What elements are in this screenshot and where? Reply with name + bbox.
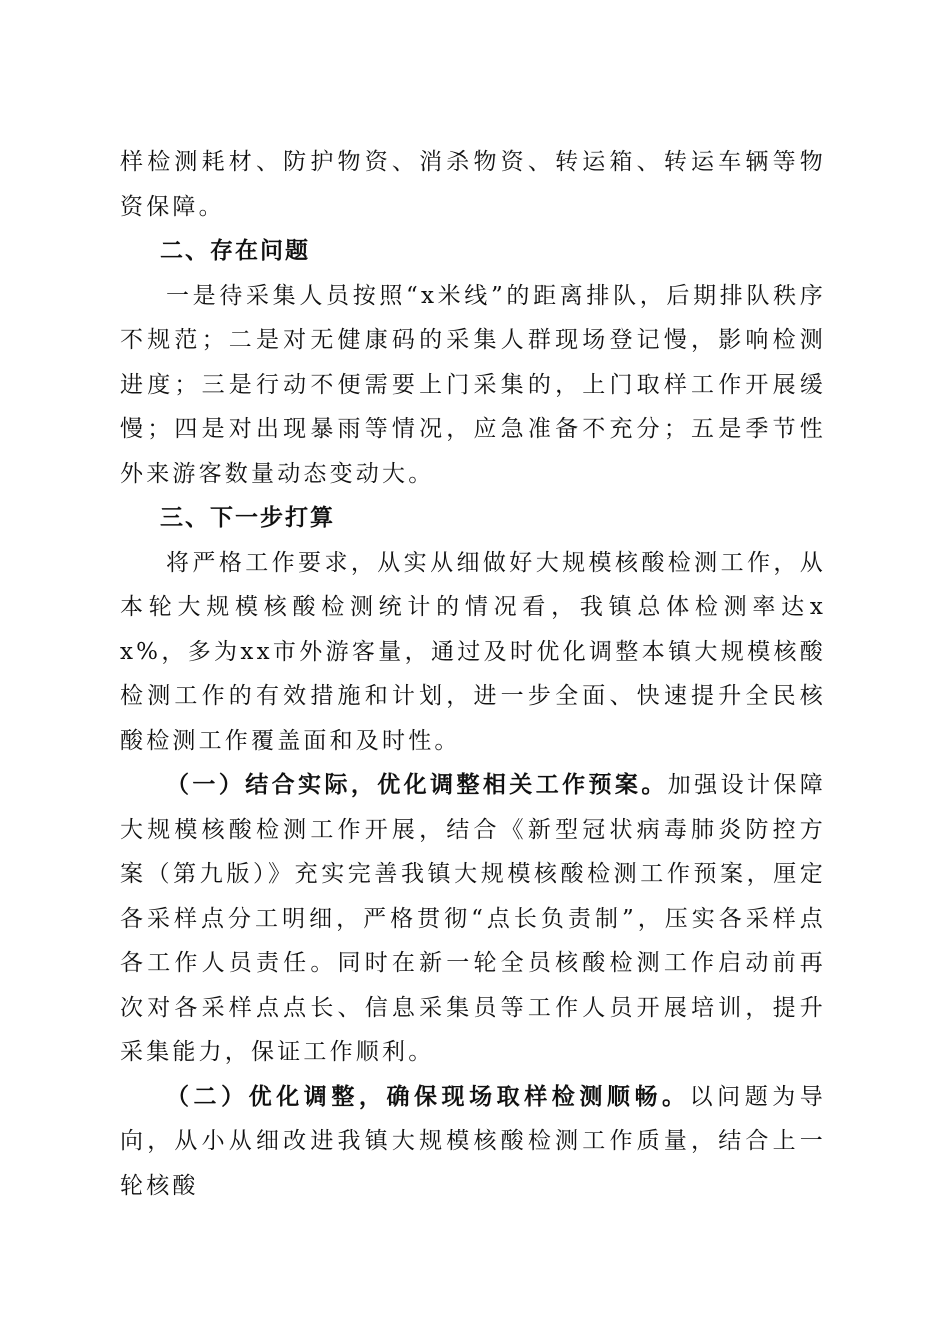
section-heading-problems: 二、存在问题 (160, 238, 310, 264)
paragraph-continuation: 样检测耗材、防护物资、消杀物资、转运箱、转运车辆等物资保障。 (120, 149, 826, 220)
item-1-body: 加强设计保障大规模核酸检测工作开展，结合《新型冠状病毒肺炎防控方案（第九版）》充实完善我镇大规模核酸检测工作预案，厘定各采样点分工明细，严格贯彻“点长负责制”，压实各采样点各工作人员责任。同时在新一轮全员核酸检测工作启动前再次对各采样点点长、信息采集员等工作人员开展培训，提升采集能力，保证工作顺利。 (120, 772, 826, 1065)
item-2-lead: （二）优化调整，确保现场取样检测顺畅。 (166, 1082, 690, 1110)
paragraph-item-2 (120, 1075, 826, 1209)
paragraph-item-1 (120, 763, 826, 1075)
section-heading-next-steps: 三、下一步打算 (160, 505, 335, 531)
item-2-body: 以问题为导向，从小从细改进我镇大规模核酸检测工作质量，结合上一轮核酸 (120, 1083, 827, 1199)
item-1-lead: （一）结合实际，优化调整相关工作预案。 (166, 771, 668, 798)
paragraph-next-steps-intro: 将严格工作要求，从实从细做好大规模核酸检测工作，从本轮大规模核酸检测统计的情况看，我镇总体检测率达xx%，多为xx市外游客量，通过及时优化调整本镇大规模核酸检测工作的有效措施和计划，进一步全面、快速提升全民核酸检测工作覆盖面和及时性。 (120, 549, 826, 754)
document-body (120, 140, 826, 1208)
paragraph-problems: 一是待采集人员按照“x米线”的距离排队，后期排队秩序不规范；二是对无健康码的采集人群现场登记慢，影响检测进度；三是行动不便需要上门采集的，上门取样工作开展缓慢；四是对出现暴雨等情况，应急准备不充分；五是季节性外来游客数量动态变动大。 (120, 282, 826, 487)
